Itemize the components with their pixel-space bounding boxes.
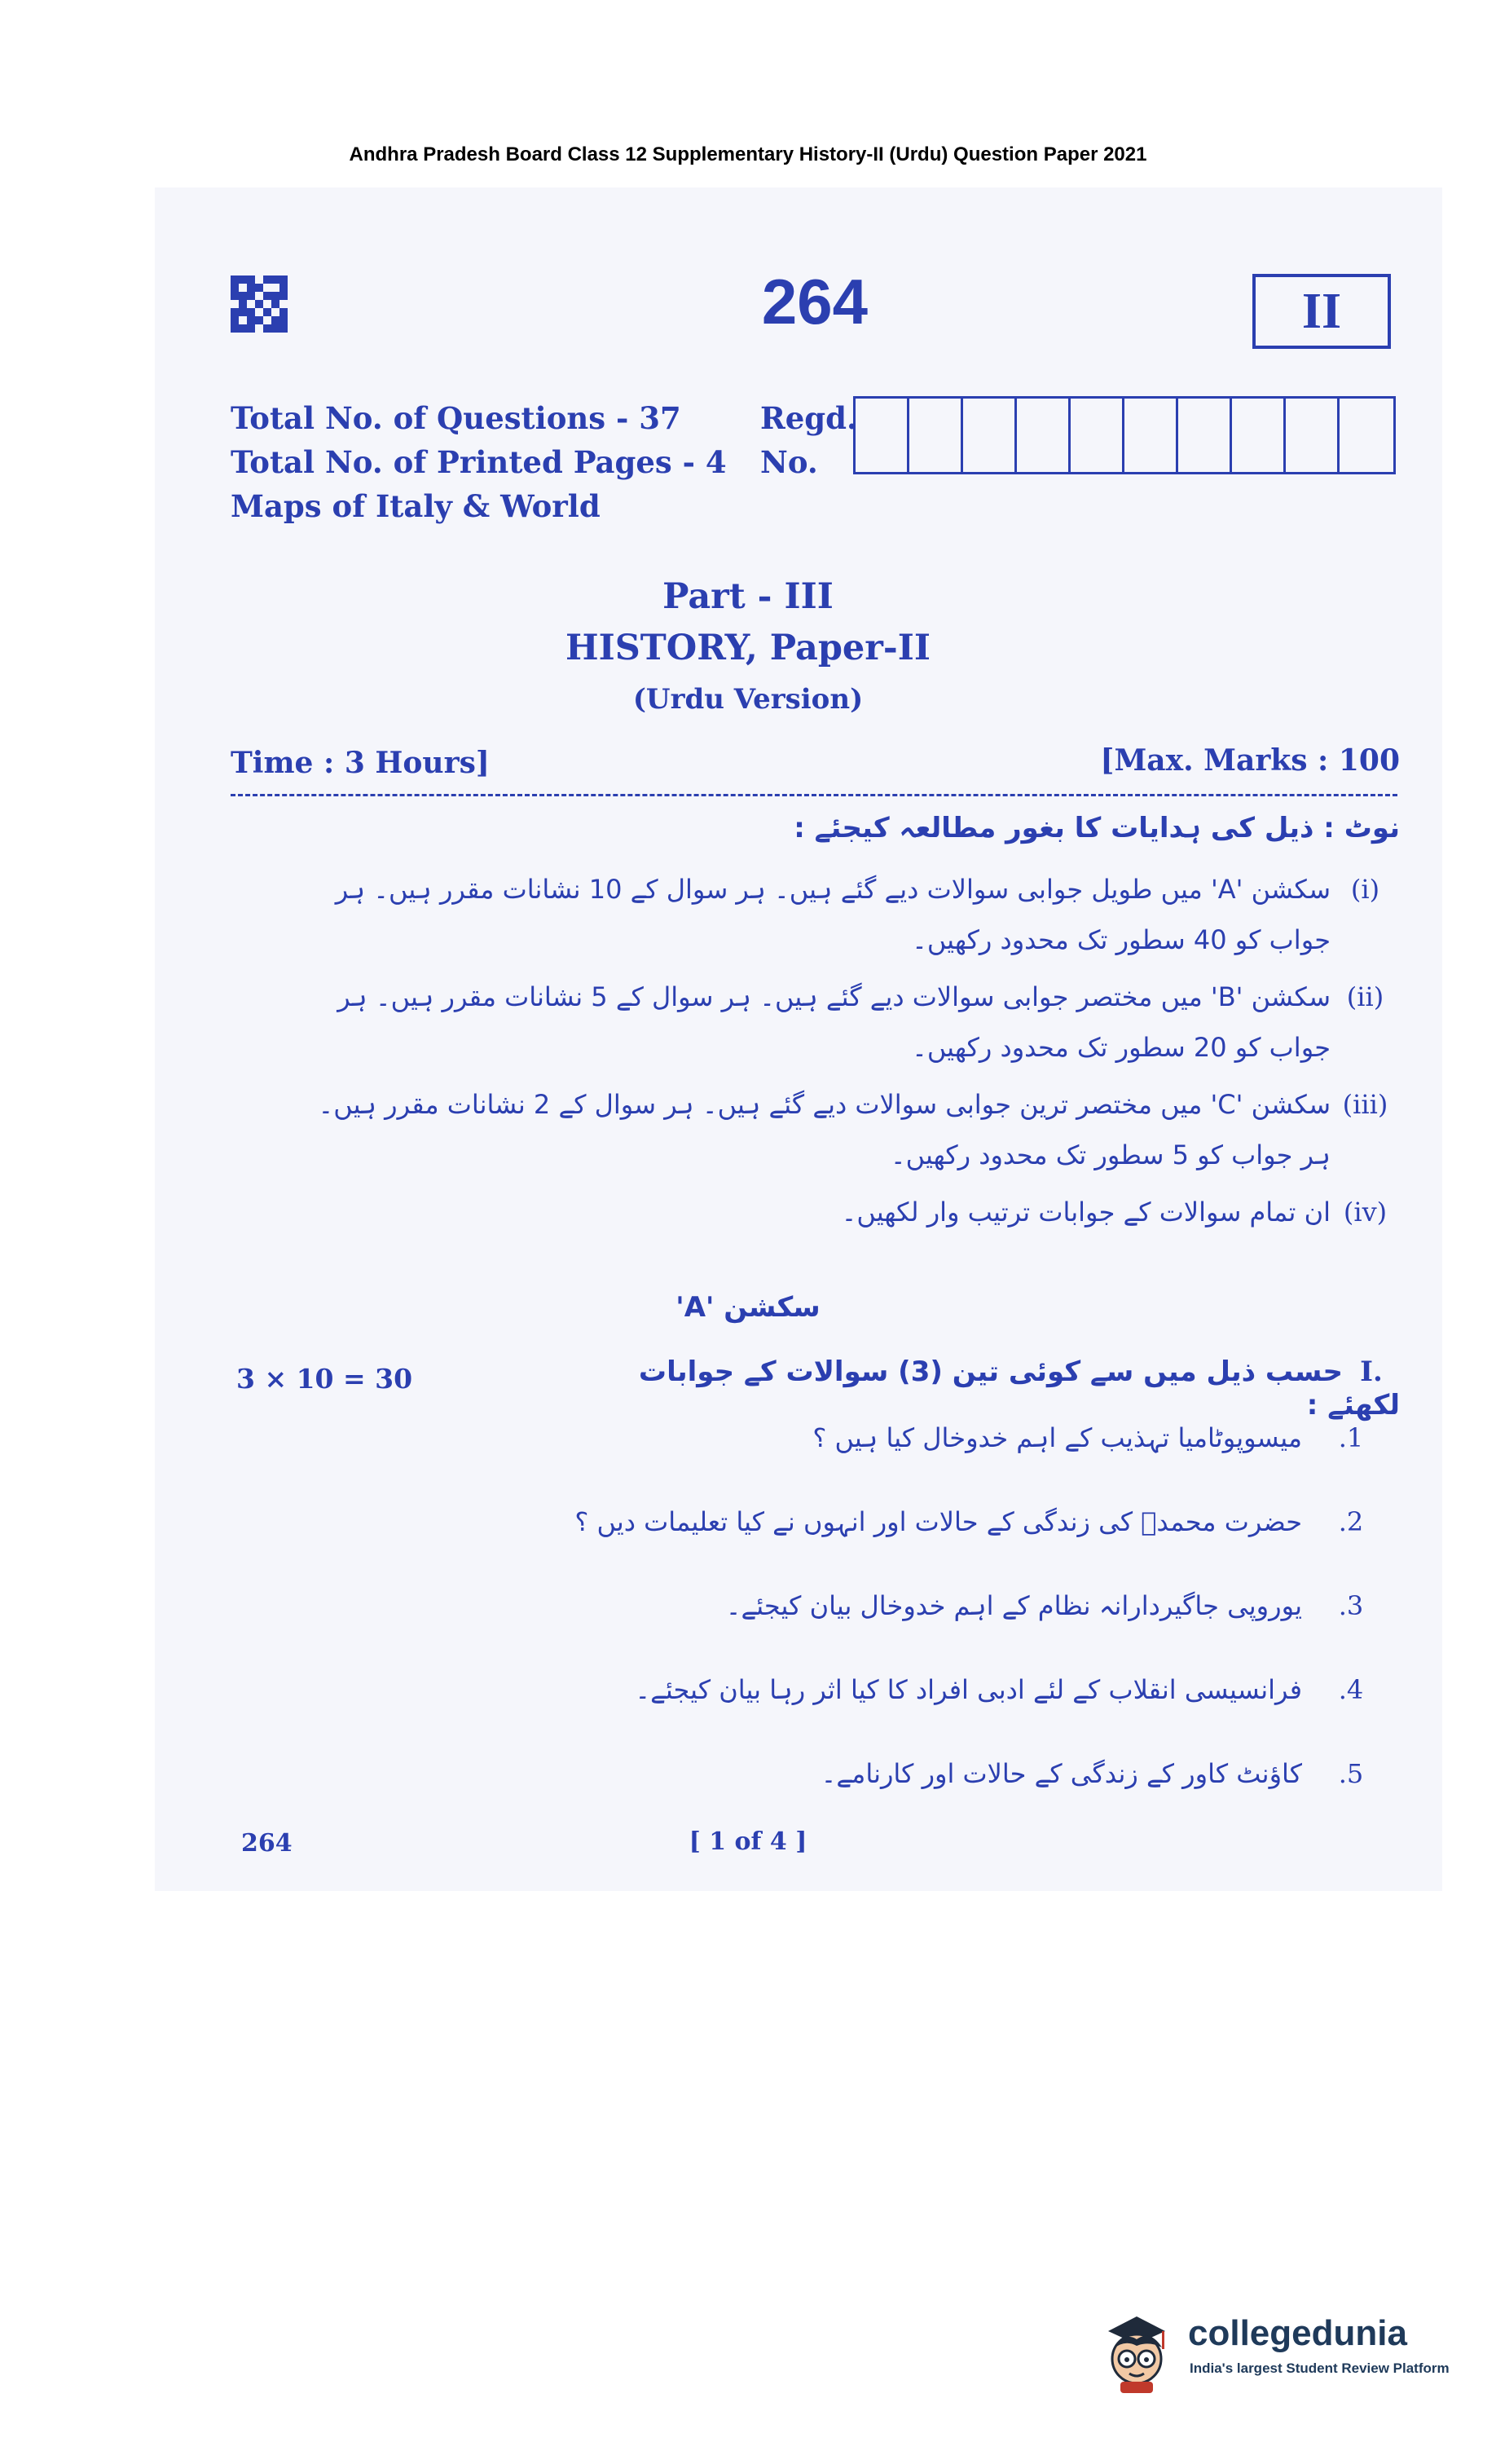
instruction-item [300, 972, 1400, 1073]
regd-box [1124, 399, 1178, 472]
question-number: .2 [1338, 1506, 1364, 1537]
instruction-text: ان تمام سوالات کے جوابات ترتیب وار لکھیں۔ [841, 1197, 1331, 1228]
brand-name: collegedunia [1188, 2313, 1407, 2353]
regd-box [856, 399, 909, 472]
instructions-title: نوٹ : ذیل کی ہدایات کا بغور مطالعہ کیجئے : [794, 812, 1400, 844]
question-item [463, 1506, 1400, 1537]
instruction-text: سکشن 'C' میں مختصر ترین جوابی سوالات دیے گئے ہیں۔ ہر سوال کے 2 نشانات مقرر ہیں۔ ہر جواب کو 5 سطور تک محدود رکھیں۔ [318, 1089, 1331, 1170]
maps-note: Maps of Italy & World [231, 488, 601, 524]
instruction-number: (ii) [1346, 981, 1384, 1012]
document-header: Andhra Pradesh Board Class 12 Supplementary History-II (Urdu) Question Paper 2021 [349, 143, 1147, 165]
question-number: .5 [1338, 1758, 1364, 1789]
regd-box [1286, 399, 1340, 472]
question-heading [585, 1355, 1400, 1422]
question-instruction: حسب ذیل میں سے کوئی تین (3) سوالات کے جوابات لکھئے : [638, 1355, 1400, 1422]
instruction-item [300, 864, 1400, 965]
part-title: Part - III [662, 576, 834, 617]
regd-label: Regd. [760, 400, 857, 436]
instruction-text: سکشن 'B' میں مختصر جوابی سوالات دیے گئے ہیں۔ ہر سوال کے 5 نشانات مقرر ہیں۔ ہر جواب کو 20 سطور تک محدود رکھیں۔ [337, 981, 1331, 1063]
instruction-number: (iii) [1342, 1089, 1388, 1120]
instruction-number: (i) [1350, 874, 1380, 905]
question-item [463, 1758, 1400, 1789]
question-item [463, 1590, 1400, 1621]
brand-tagline: India's largest Student Review Platform [1190, 2360, 1450, 2376]
regd-box [1017, 399, 1071, 472]
footer-page-number: [ 1 of 4 ] [689, 1827, 807, 1856]
regd-box [963, 399, 1017, 472]
time-label: Time : 3 Hours] [231, 746, 490, 780]
question-marks: 3 × 10 = 30 [236, 1363, 413, 1395]
total-pages: Total No. of Printed Pages - 4 [231, 444, 727, 480]
question-item [463, 1674, 1400, 1705]
regd-box [909, 399, 963, 472]
footer-code: 264 [241, 1829, 293, 1858]
subject-title: HISTORY, Paper-II [565, 628, 931, 668]
regd-box [1071, 399, 1124, 472]
set-box: II [1252, 274, 1391, 349]
regd-number-boxes [853, 396, 1396, 474]
instruction-number: (iv) [1343, 1197, 1388, 1228]
question-item [463, 1422, 1400, 1453]
question-text: کاؤنٹ کاور کے زندگی کے حالات اور کارنامے۔ [821, 1758, 1302, 1789]
question-number: .1 [1338, 1422, 1364, 1453]
instruction-text: سکشن 'A' میں طویل جوابی سوالات دیے گئے ہیں۔ ہر سوال کے 10 نشانات مقرر ہیں۔ ہر جواب کو 40 سطور تک محدود رکھیں۔ [335, 874, 1331, 955]
instruction-item [300, 1079, 1400, 1180]
qr-code-icon [231, 275, 288, 333]
question-number: .4 [1338, 1674, 1364, 1705]
total-questions: Total No. of Questions - 37 [231, 400, 681, 436]
max-marks-label: [Max. Marks : 100 [1100, 743, 1400, 778]
regd-box [1232, 399, 1286, 472]
section-title: سکشن 'A' [675, 1291, 821, 1324]
question-number: .3 [1338, 1590, 1364, 1621]
question-text: فرانسیسی انقلاب کے لئے ادبی افراد کا کیا اثر رہا بیان کیجئے۔ [635, 1674, 1302, 1705]
regd-box [1178, 399, 1232, 472]
question-text: حضرت محمدؐ کی زندگی کے حالات اور انہوں نے کیا تعلیمات دیں ؟ [574, 1506, 1302, 1537]
divider-line [231, 794, 1397, 796]
collegedunia-logo[interactable] [1092, 2307, 1450, 2396]
question-roman: I. [1360, 1355, 1383, 1388]
no-label: No. [760, 444, 818, 480]
regd-box [1340, 399, 1393, 472]
paper-meta [231, 396, 727, 528]
question-text: یوروپی جاگیردارانہ نظام کے اہم خدوخال بیان کیجئے۔ [725, 1590, 1302, 1621]
regd-label-group [760, 396, 857, 484]
mascot-icon [1092, 2307, 1181, 2396]
paper-code: 264 [761, 266, 869, 337]
instruction-item [300, 1187, 1400, 1237]
question-text: میسوپوٹامیا تہذیب کے اہم خدوخال کیا ہیں ؟ [812, 1422, 1302, 1453]
version-title: (Urdu Version) [632, 683, 864, 716]
